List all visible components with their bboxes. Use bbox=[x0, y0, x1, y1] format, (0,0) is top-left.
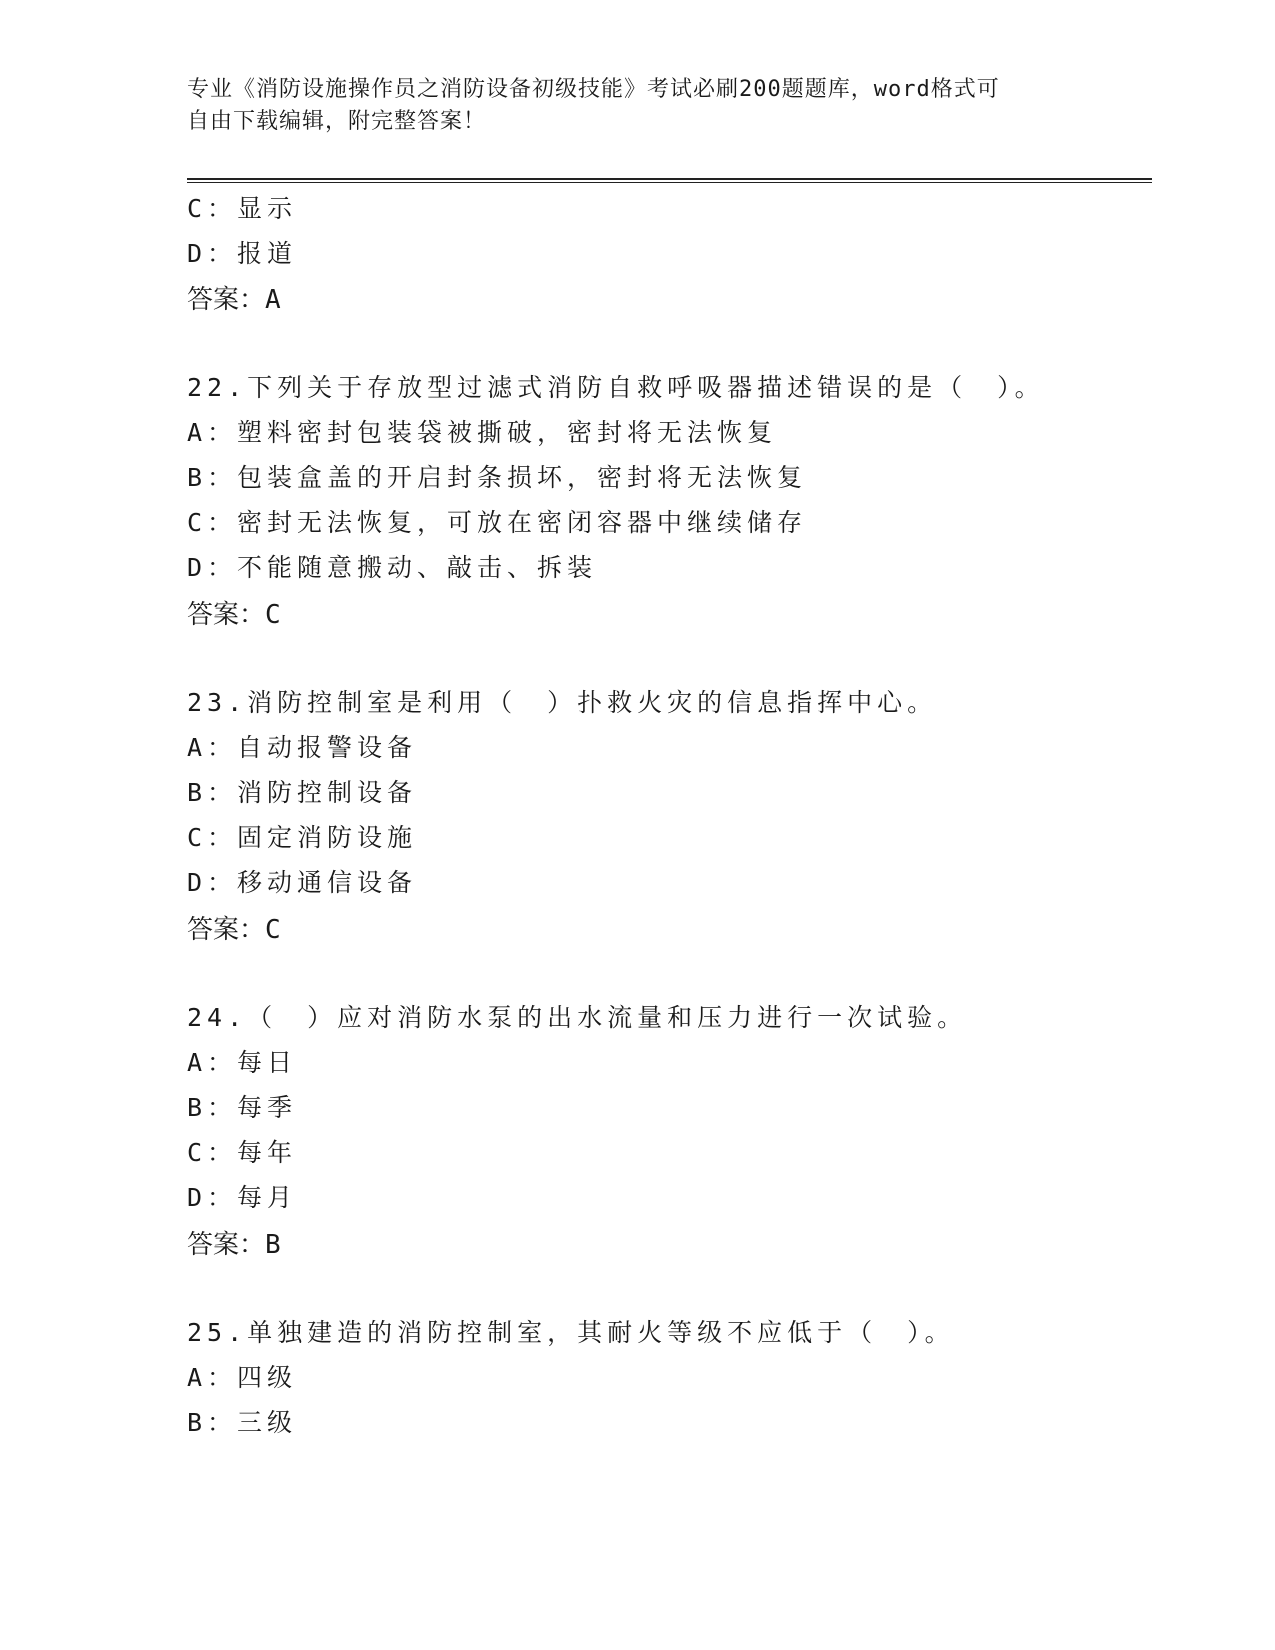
question-23-answer bbox=[187, 915, 281, 945]
question-22-option-b: B：包装盒盖的开启封条损坏，密封将无法恢复 bbox=[187, 463, 808, 492]
question-24-option-a: A：每日 bbox=[187, 1048, 298, 1077]
question-23-stem: 23.消防控制室是利用（ ）扑救火灾的信息指挥中心。 bbox=[187, 688, 938, 717]
answer-label: 答案： bbox=[187, 285, 266, 315]
question-24-option-d: D：每月 bbox=[187, 1183, 298, 1212]
answer-label: 答案： bbox=[187, 600, 266, 630]
question-23-option-b: B：消防控制设备 bbox=[187, 778, 418, 807]
question-24-stem: 24.（ ）应对消防水泵的出水流量和压力进行一次试验。 bbox=[187, 1003, 968, 1032]
header-rule-thick bbox=[187, 178, 1152, 180]
question-25-option-a: A：四级 bbox=[187, 1363, 298, 1392]
question-22-option-a: A：塑料密封包装袋被撕破，密封将无法恢复 bbox=[187, 418, 778, 447]
header-line-2: 自由下载编辑，附完整答案！ bbox=[187, 109, 487, 134]
prev-option-d: D：报道 bbox=[187, 239, 298, 268]
answer-value: C bbox=[265, 915, 281, 945]
question-22-answer bbox=[187, 600, 281, 630]
document-header bbox=[187, 74, 1087, 138]
prev-answer bbox=[187, 285, 281, 315]
answer-label: 答案： bbox=[187, 915, 266, 945]
answer-value: A bbox=[265, 285, 281, 315]
question-25-option-b: B：三级 bbox=[187, 1408, 298, 1437]
question-22-stem: 22.下列关于存放型过滤式消防自救呼吸器描述错误的是（ ）。 bbox=[187, 373, 1045, 402]
question-22-option-d: D：不能随意搬动、敲击、拆装 bbox=[187, 553, 598, 582]
question-25-stem: 25.单独建造的消防控制室，其耐火等级不应低于（ ）。 bbox=[187, 1318, 955, 1347]
header-line-1: 专业《消防设施操作员之消防设备初级技能》考试必刷200题题库，word格式可 bbox=[187, 77, 1000, 102]
answer-label: 答案： bbox=[187, 1230, 266, 1260]
question-24-option-b: B：每季 bbox=[187, 1093, 298, 1122]
question-24-answer bbox=[187, 1230, 281, 1260]
question-24-option-c: C：每年 bbox=[187, 1138, 298, 1167]
question-22-option-c: C：密封无法恢复，可放在密闭容器中继续储存 bbox=[187, 508, 808, 537]
header-rule-thin bbox=[187, 182, 1152, 183]
question-23-option-a: A：自动报警设备 bbox=[187, 733, 418, 762]
answer-value: B bbox=[265, 1230, 281, 1260]
question-23-option-d: D：移动通信设备 bbox=[187, 868, 418, 897]
question-23-option-c: C：固定消防设施 bbox=[187, 823, 418, 852]
answer-value: C bbox=[265, 600, 281, 630]
prev-option-c: C：显示 bbox=[187, 194, 298, 223]
